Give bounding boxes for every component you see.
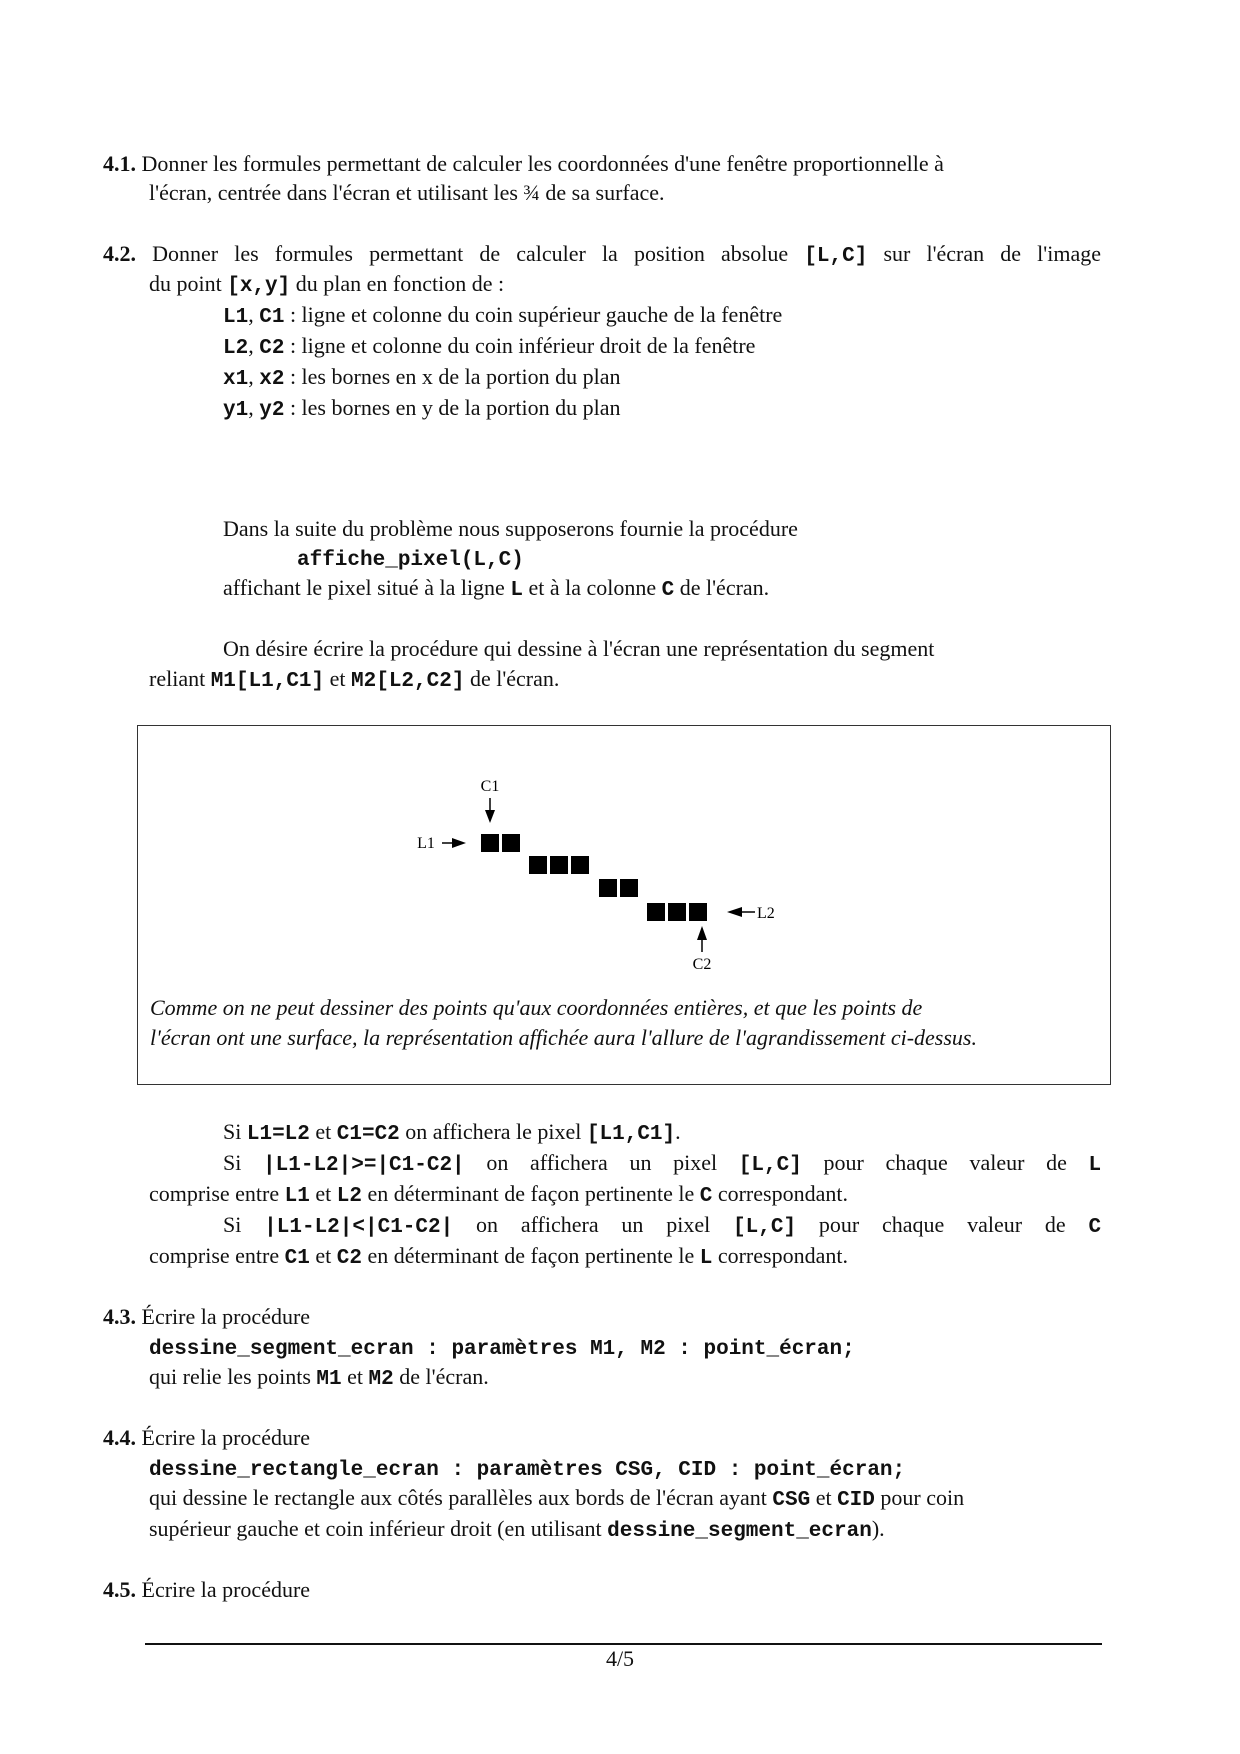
intro-p2-text-2a: reliant — [149, 666, 206, 691]
def-var-x1: x1 — [223, 368, 249, 391]
case2-word: valeur — [969, 1150, 1025, 1175]
intro-p2-text-2c: de l'écran. — [469, 666, 560, 691]
q44-text-1: Écrire la procédure — [141, 1425, 311, 1450]
q44-number: 4.4. — [103, 1425, 136, 1450]
label-c2: C2 — [692, 956, 712, 973]
intro-p1-code — [297, 544, 524, 575]
pixel — [599, 879, 617, 897]
q41-line1 — [103, 150, 944, 178]
def-var-L1: L1 — [223, 306, 249, 329]
case1-code-1: L1=L2 — [246, 1123, 310, 1146]
q45-number: 4.5. — [103, 1577, 136, 1602]
case3-word: valeur — [967, 1212, 1023, 1237]
def-sep: , — [248, 364, 260, 389]
q44-text-3c: pour coin — [880, 1485, 965, 1510]
q42-line2 — [149, 270, 504, 301]
q43-code-m2: M2 — [368, 1368, 394, 1391]
arrow-c1-head — [485, 810, 495, 823]
q41-line2 — [149, 179, 665, 207]
case2-line1 — [223, 1149, 1101, 1180]
case3-code-L: L — [699, 1247, 713, 1270]
case3-word: chaque — [882, 1212, 945, 1237]
case3-text-2a: comprise entre — [149, 1243, 280, 1268]
intro-p1-text-3c: de l'écran. — [679, 575, 770, 600]
pixels — [481, 834, 707, 921]
figure-caption-line2: l'écran ont une surface, la représentation affichée aura l'allure de l'agrandissement ci-dessus. — [150, 1025, 977, 1050]
q44-text-4b: ). — [871, 1516, 885, 1541]
q43-text-3b: et — [347, 1364, 364, 1389]
case3-line2 — [149, 1242, 848, 1273]
case3-word: pour — [818, 1212, 860, 1237]
case3-word: un — [621, 1212, 644, 1237]
q43-code-m1: M1 — [316, 1368, 342, 1391]
case3-text-2d: correspondant. — [717, 1243, 848, 1268]
case3-code-C: C — [1088, 1216, 1102, 1239]
q44-code-line — [149, 1454, 905, 1485]
case3-line1 — [223, 1211, 1101, 1242]
q42-number: 4.2. — [103, 241, 136, 266]
case2-code-L: L — [1088, 1154, 1102, 1177]
case2-word: Si — [223, 1150, 242, 1175]
q42-line1 — [103, 240, 1101, 271]
q42-text-2b: du plan en fonction de : — [295, 271, 505, 296]
def-var-C2: C2 — [259, 337, 285, 360]
label-c1: C1 — [480, 778, 500, 795]
q43-text-1: Écrire la procédure — [141, 1304, 311, 1329]
label-c1-group — [481, 778, 500, 823]
q43-line1 — [103, 1303, 310, 1331]
def-text: : ligne et colonne du coin inférieur droit de la fenêtre — [284, 333, 756, 358]
case2-word: un — [629, 1150, 652, 1175]
case2-word: chaque — [885, 1150, 948, 1175]
case1-text-c: on affichera le pixel — [405, 1119, 582, 1144]
pixel — [571, 856, 589, 874]
q41-number: 4.1. — [103, 151, 136, 176]
case1-code-3: [L1,C1] — [586, 1123, 676, 1146]
q44-code-csg: CSG — [772, 1489, 811, 1512]
case3-text-2b: et — [315, 1243, 332, 1268]
q43-code: dessine_segment_ecran : paramètres M1, M2 : point_écran; — [149, 1338, 855, 1361]
q41-text-1: Donner les formules permettant de calculer les coordonnées d'une fenêtre proportionnelle à — [141, 151, 944, 176]
case2-line2 — [149, 1180, 848, 1211]
q44-line3 — [149, 1484, 964, 1515]
def-sep: , — [248, 395, 260, 420]
case2-word: affichera — [530, 1150, 608, 1175]
case2-code-C: C — [699, 1185, 713, 1208]
pixel — [668, 903, 686, 921]
case3-code-C1: C1 — [284, 1247, 310, 1270]
intro-p2-line2 — [149, 665, 559, 696]
intro-code-m1: M1[L1,C1] — [210, 670, 325, 693]
q44-text-3b: et — [815, 1485, 832, 1510]
case1-text-d: . — [675, 1119, 681, 1144]
case2-text-2b: et — [315, 1181, 332, 1206]
q42-text-2a: du point — [149, 271, 222, 296]
q42-text-1b: sur l'écran de l'image — [883, 241, 1101, 266]
pixel — [689, 903, 707, 921]
q45-text-1: Écrire la procédure — [141, 1577, 311, 1602]
case1-text-a: Si — [223, 1119, 242, 1144]
def-var-L2: L2 — [223, 337, 249, 360]
q45-line1 — [103, 1576, 310, 1604]
page-number: 4/5 — [605, 1646, 635, 1671]
case2-word: pixel — [673, 1150, 718, 1175]
case2-word: pour — [823, 1150, 864, 1175]
intro-p1-line3 — [223, 574, 769, 605]
affiche-pixel-code: affiche_pixel(L,C) — [297, 549, 524, 572]
q44-text-3a: qui dessine le rectangle aux côtés parallèles aux bords de l'écran ayant — [149, 1485, 767, 1510]
def-var-x2: x2 — [259, 368, 285, 391]
pixel — [550, 856, 568, 874]
q44-code: dessine_rectangle_ecran : paramètres CSG, CID : point_écran; — [149, 1459, 906, 1482]
case2-word: on — [486, 1150, 509, 1175]
q43-number: 4.3. — [103, 1304, 136, 1329]
q42-code-xy: [x,y] — [227, 275, 291, 298]
pixel — [620, 879, 638, 897]
q44-code-segment: dessine_segment_ecran — [607, 1520, 872, 1543]
q42-def-3 — [223, 394, 620, 425]
def-text: : les bornes en x de la portion du plan — [284, 364, 621, 389]
q43-text-3c: de l'écran. — [399, 1364, 489, 1389]
pixel — [502, 834, 520, 852]
case3-condition: |L1-L2|<|C1-C2| — [264, 1216, 454, 1239]
q42-def-1 — [223, 332, 755, 363]
q43-text-3a: qui relie les points — [149, 1364, 311, 1389]
q43-code-line — [149, 1333, 855, 1364]
case3-code-lc: [L,C] — [733, 1216, 797, 1239]
case2-text-2d: correspondant. — [717, 1181, 848, 1206]
intro-p1-text: Dans la suite du problème nous supposerons fournie la procédure — [223, 516, 798, 541]
figure-caption-line1: Comme on ne peut dessiner des points qu'aux coordonnées entières, et que les points de — [150, 995, 923, 1020]
case1-text-b: et — [315, 1119, 332, 1144]
intro-p1-line1 — [223, 515, 798, 543]
label-l1: L1 — [417, 835, 435, 852]
case3-text-2c: en déterminant de façon pertinente le — [367, 1243, 695, 1268]
q44-line1 — [103, 1424, 310, 1452]
q44-text-4a: supérieur gauche et coin inférieur droit (en utilisant — [149, 1516, 602, 1541]
q44-line4 — [149, 1515, 885, 1546]
case2-code-L1: L1 — [284, 1185, 310, 1208]
arrow-l2-head — [727, 907, 742, 917]
q42-def-2 — [223, 363, 620, 394]
label-c2-group — [693, 926, 712, 973]
def-sep: , — [248, 302, 260, 327]
case2-text-2c: en déterminant de façon pertinente le — [367, 1181, 695, 1206]
case1-code-2: C1=C2 — [336, 1123, 400, 1146]
q44-code-cid: CID — [837, 1489, 875, 1512]
case2-text-2a: comprise entre — [149, 1181, 280, 1206]
pixel — [529, 856, 547, 874]
intro-p2-text: On désire écrire la procédure qui dessine à l'écran une représentation du segment — [223, 636, 935, 661]
def-var-C1: C1 — [259, 306, 285, 329]
intro-p2-text-2b: et — [329, 666, 346, 691]
def-sep: , — [248, 333, 260, 358]
case3-word: pixel — [666, 1212, 711, 1237]
pixel — [481, 834, 499, 852]
intro-code-C: C — [661, 579, 675, 602]
intro-p1-text-3b: et à la colonne — [528, 575, 657, 600]
q42-text-1a: Donner les formules permettant de calculer la position absolue — [152, 241, 789, 266]
label-l1-group — [417, 835, 466, 852]
figure-box — [137, 725, 1111, 1085]
q42-code-lc: [L,C] — [804, 245, 868, 268]
case3-word: de — [1044, 1212, 1066, 1237]
arrow-l1-head — [452, 838, 466, 848]
def-var-y1: y1 — [223, 399, 249, 422]
def-text: : ligne et colonne du coin supérieur gauche de la fenêtre — [284, 302, 783, 327]
label-l2: L2 — [757, 905, 775, 922]
def-var-y2: y2 — [259, 399, 285, 422]
label-l2-group — [727, 905, 775, 922]
case2-code-L2: L2 — [336, 1185, 362, 1208]
q41-text-2: l'écran, centrée dans l'écran et utilisant les ¾ de sa surface. — [149, 180, 665, 205]
case2-word: de — [1046, 1150, 1067, 1175]
case3-word: Si — [223, 1212, 242, 1237]
intro-p1-text-3a: affichant le pixel situé à la ligne — [223, 575, 505, 600]
case3-word: on — [476, 1212, 499, 1237]
pixel — [647, 903, 665, 921]
intro-p2-line1 — [223, 635, 934, 663]
def-text: : les bornes en y de la portion du plan — [284, 395, 621, 420]
intro-code-m2: M2[L2,C2] — [351, 670, 465, 693]
q43-line3 — [149, 1363, 489, 1394]
case3-code-C2: C2 — [336, 1247, 362, 1270]
q42-def-0 — [223, 301, 782, 332]
case2-code-lc: [L,C] — [738, 1154, 802, 1177]
case1-line — [223, 1118, 681, 1149]
intro-code-L: L — [510, 579, 523, 602]
case3-word: affichera — [520, 1212, 599, 1237]
arrow-c2-head — [697, 926, 707, 940]
case2-condition: |L1-L2|>=|C1-C2| — [263, 1154, 465, 1177]
